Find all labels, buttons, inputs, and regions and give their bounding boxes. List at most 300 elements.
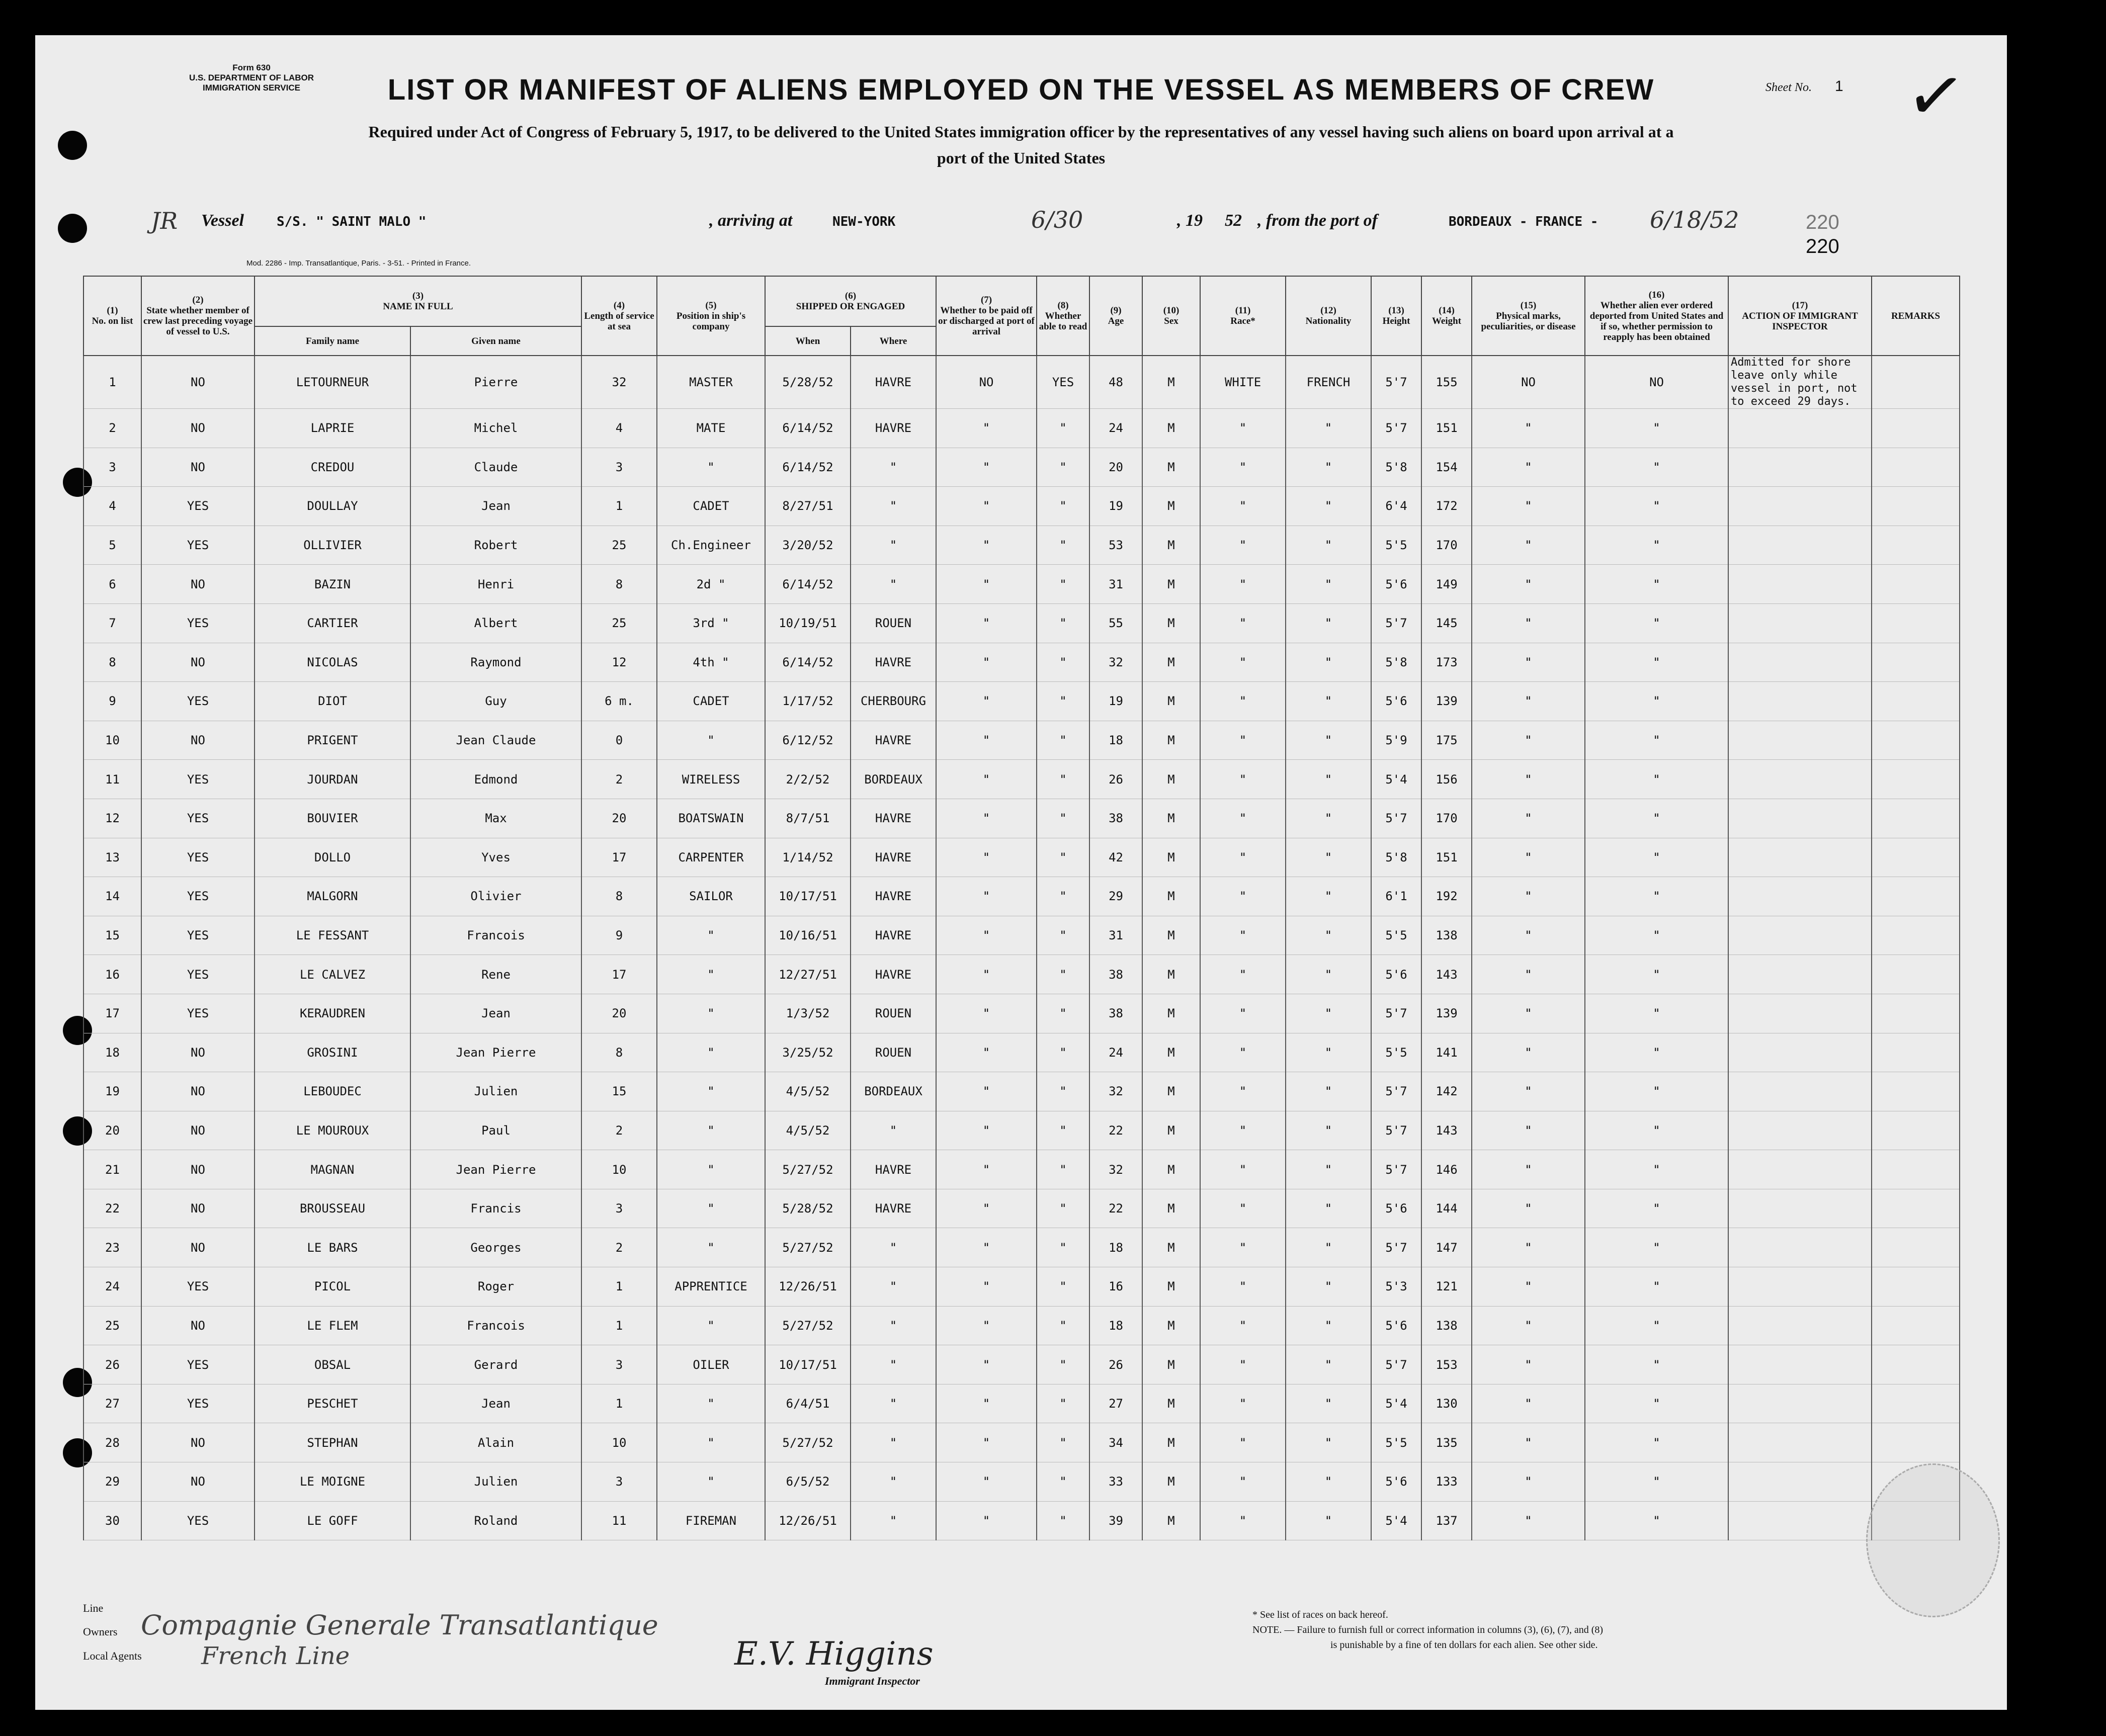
table-row bbox=[83, 955, 1960, 994]
age-cell: 24 bbox=[1089, 409, 1142, 448]
height-cell: 5'3 bbox=[1371, 1267, 1421, 1307]
row-number-cell: 3 bbox=[83, 448, 141, 487]
family-name-cell: OBSAL bbox=[255, 1345, 410, 1384]
race-cell: " bbox=[1200, 1150, 1286, 1189]
length-of-service-cell: 12 bbox=[581, 643, 657, 682]
age-cell: 53 bbox=[1089, 526, 1142, 565]
race-cell: " bbox=[1200, 409, 1286, 448]
given-name-cell: Paul bbox=[410, 1111, 581, 1150]
sex-cell: M bbox=[1142, 603, 1200, 643]
physical-marks-cell: " bbox=[1472, 1228, 1585, 1267]
race-cell: " bbox=[1200, 526, 1286, 565]
physical-marks-cell: " bbox=[1472, 1150, 1585, 1189]
position-cell: OILER bbox=[657, 1345, 765, 1384]
remarks-cell bbox=[1872, 1228, 1960, 1267]
shipped-when-cell: 5/27/52 bbox=[765, 1423, 851, 1462]
subtitle-line-1: Required under Act of Congress of February 5, 1917, to be delivered to the United States immigration officer by the representatives of any vessel having such aliens on board upon arrival at a bbox=[368, 123, 1674, 141]
inspector-action-cell bbox=[1728, 526, 1872, 565]
paid-off-cell: " bbox=[936, 916, 1037, 955]
race-cell: " bbox=[1200, 877, 1286, 916]
weight-cell: 146 bbox=[1421, 1150, 1472, 1189]
given-name-cell: Henri bbox=[410, 565, 581, 604]
paid-off-cell: " bbox=[936, 721, 1037, 760]
race-cell: " bbox=[1200, 1267, 1286, 1307]
row-number-cell: 23 bbox=[83, 1228, 141, 1267]
height-cell: 5'8 bbox=[1371, 643, 1421, 682]
col-label: Sex bbox=[1164, 316, 1178, 326]
weight-cell: 138 bbox=[1421, 916, 1472, 955]
family-name-cell: NICOLAS bbox=[255, 643, 410, 682]
given-name-cell: Robert bbox=[410, 526, 581, 565]
nationality-cell: " bbox=[1286, 409, 1371, 448]
race-cell: " bbox=[1200, 955, 1286, 994]
remarks-cell bbox=[1872, 721, 1960, 760]
weight-cell: 173 bbox=[1421, 643, 1472, 682]
length-of-service-cell: 3 bbox=[581, 1345, 657, 1384]
remarks-cell bbox=[1872, 1072, 1960, 1111]
col-label: State whether member of crew last preceding voyage of vessel to U.S. bbox=[143, 305, 253, 337]
arrival-date: 6/30 bbox=[1031, 206, 1083, 233]
shipped-when-cell: 6/14/52 bbox=[765, 643, 851, 682]
able-to-read-cell: " bbox=[1037, 643, 1089, 682]
height-cell: 5'8 bbox=[1371, 448, 1421, 487]
previous-voyage-cell: NO bbox=[141, 1462, 255, 1502]
paid-off-cell: " bbox=[936, 838, 1037, 877]
family-name-cell: LE MOUROUX bbox=[255, 1111, 410, 1150]
paid-off-cell: NO bbox=[936, 356, 1037, 409]
physical-marks-cell: " bbox=[1472, 721, 1585, 760]
previous-voyage-cell: YES bbox=[141, 838, 255, 877]
given-name-cell: Roger bbox=[410, 1267, 581, 1307]
header-sex bbox=[1142, 276, 1200, 356]
nationality-cell: " bbox=[1286, 643, 1371, 682]
table-row bbox=[83, 565, 1960, 604]
physical-marks-cell: " bbox=[1472, 409, 1585, 448]
nationality-cell: " bbox=[1286, 877, 1371, 916]
header-able-to-read bbox=[1037, 276, 1089, 356]
col-label: Whether able to read bbox=[1039, 310, 1087, 332]
paid-off-cell: " bbox=[936, 1267, 1037, 1307]
header-shipped-where: Where bbox=[851, 326, 936, 356]
shipped-when-cell: 12/27/51 bbox=[765, 955, 851, 994]
header-shipped-or-engaged bbox=[765, 276, 936, 326]
previous-voyage-cell: NO bbox=[141, 1033, 255, 1072]
family-name-cell: STEPHAN bbox=[255, 1423, 410, 1462]
given-name-cell: Edmond bbox=[410, 760, 581, 799]
age-cell: 31 bbox=[1089, 565, 1142, 604]
header-weight bbox=[1421, 276, 1472, 356]
nationality-cell: " bbox=[1286, 721, 1371, 760]
length-of-service-cell: 1 bbox=[581, 1267, 657, 1307]
age-cell: 38 bbox=[1089, 955, 1142, 994]
shipped-where-cell: BORDEAUX bbox=[851, 1072, 936, 1111]
deported-cell: " bbox=[1585, 1111, 1728, 1150]
sex-cell: M bbox=[1142, 760, 1200, 799]
inspector-action-cell bbox=[1728, 1150, 1872, 1189]
remarks-cell bbox=[1872, 1384, 1960, 1423]
physical-marks-cell: " bbox=[1472, 643, 1585, 682]
previous-voyage-cell: YES bbox=[141, 877, 255, 916]
shipped-where-cell: HAVRE bbox=[851, 799, 936, 838]
row-number-cell: 6 bbox=[83, 565, 141, 604]
table-row bbox=[83, 877, 1960, 916]
given-name-cell: Pierre bbox=[410, 356, 581, 409]
weight-cell: 139 bbox=[1421, 994, 1472, 1033]
age-cell: 38 bbox=[1089, 799, 1142, 838]
col-number: (14) bbox=[1439, 305, 1455, 316]
previous-voyage-cell: YES bbox=[141, 916, 255, 955]
inspector-action-cell bbox=[1728, 1189, 1872, 1228]
shipped-when-cell: 10/16/51 bbox=[765, 916, 851, 955]
deported-cell: " bbox=[1585, 1501, 1728, 1540]
weight-cell: 149 bbox=[1421, 565, 1472, 604]
header-length-of-service bbox=[581, 276, 657, 356]
position-cell: 2d " bbox=[657, 565, 765, 604]
race-cell: " bbox=[1200, 1228, 1286, 1267]
table-row bbox=[83, 1345, 1960, 1384]
inspector-action-cell: Admitted for shore leave only while vessel in port, not to exceed 29 days. bbox=[1728, 356, 1872, 409]
shipped-where-cell: HAVRE bbox=[851, 409, 936, 448]
col-number: (4) bbox=[613, 300, 625, 311]
physical-marks-cell: " bbox=[1472, 565, 1585, 604]
manifest-sheet bbox=[35, 35, 2007, 1710]
able-to-read-cell: " bbox=[1037, 1228, 1089, 1267]
race-cell: " bbox=[1200, 1072, 1286, 1111]
col-label: Position in ship's company bbox=[676, 310, 746, 332]
weight-cell: 172 bbox=[1421, 487, 1472, 526]
given-name-cell: Jean Claude bbox=[410, 721, 581, 760]
previous-voyage-cell: YES bbox=[141, 1384, 255, 1423]
sex-cell: M bbox=[1142, 877, 1200, 916]
col-label: Whether alien ever ordered deported from United States and if so, whether permission to reapply has been obtained bbox=[1589, 300, 1724, 342]
length-of-service-cell: 0 bbox=[581, 721, 657, 760]
row-number-cell: 26 bbox=[83, 1345, 141, 1384]
paid-off-cell: " bbox=[936, 643, 1037, 682]
col-number: (8) bbox=[1057, 300, 1069, 311]
age-cell: 22 bbox=[1089, 1189, 1142, 1228]
given-name-cell: Jean bbox=[410, 1384, 581, 1423]
age-cell: 29 bbox=[1089, 877, 1142, 916]
race-cell: " bbox=[1200, 1345, 1286, 1384]
position-cell: " bbox=[657, 916, 765, 955]
remarks-cell bbox=[1872, 916, 1960, 955]
shipped-when-cell: 2/2/52 bbox=[765, 760, 851, 799]
row-number-cell: 18 bbox=[83, 1033, 141, 1072]
shipped-where-cell: HAVRE bbox=[851, 1150, 936, 1189]
previous-voyage-cell: NO bbox=[141, 565, 255, 604]
nationality-cell: " bbox=[1286, 1228, 1371, 1267]
sex-cell: M bbox=[1142, 1345, 1200, 1384]
col-number: (7) bbox=[980, 295, 992, 305]
paid-off-cell: " bbox=[936, 565, 1037, 604]
deported-cell: " bbox=[1585, 682, 1728, 721]
races-note: * See list of races on back hereof. bbox=[1252, 1609, 1388, 1620]
sex-cell: M bbox=[1142, 1033, 1200, 1072]
header-nationality bbox=[1286, 276, 1371, 356]
family-name-cell: LE FLEM bbox=[255, 1306, 410, 1345]
remarks-cell bbox=[1872, 877, 1960, 916]
shipped-when-cell: 5/27/52 bbox=[765, 1228, 851, 1267]
height-cell: 5'7 bbox=[1371, 1111, 1421, 1150]
length-of-service-cell: 17 bbox=[581, 838, 657, 877]
table-row bbox=[83, 643, 1960, 682]
footer-owners-label: Owners bbox=[83, 1625, 118, 1638]
shipped-when-cell: 6/14/52 bbox=[765, 409, 851, 448]
stamp-number: 220 bbox=[1806, 235, 1839, 257]
race-cell: " bbox=[1200, 1423, 1286, 1462]
height-cell: 5'7 bbox=[1371, 1072, 1421, 1111]
deported-cell: " bbox=[1585, 1072, 1728, 1111]
col-label: Physical marks, peculiarities, or disease bbox=[1481, 310, 1576, 332]
table-row bbox=[83, 409, 1960, 448]
position-cell: CARPENTER bbox=[657, 838, 765, 877]
length-of-service-cell: 3 bbox=[581, 1189, 657, 1228]
nationality-cell: " bbox=[1286, 526, 1371, 565]
remarks-cell bbox=[1872, 760, 1960, 799]
age-cell: 19 bbox=[1089, 682, 1142, 721]
previous-voyage-cell: YES bbox=[141, 526, 255, 565]
nationality-cell: " bbox=[1286, 1501, 1371, 1540]
shipped-where-cell: HAVRE bbox=[851, 916, 936, 955]
inspector-action-cell bbox=[1728, 682, 1872, 721]
deported-cell: " bbox=[1585, 1228, 1728, 1267]
shipped-where-cell: " bbox=[851, 1384, 936, 1423]
weight-cell: 156 bbox=[1421, 760, 1472, 799]
inspector-action-cell bbox=[1728, 565, 1872, 604]
family-name-cell: PRIGENT bbox=[255, 721, 410, 760]
length-of-service-cell: 1 bbox=[581, 487, 657, 526]
paid-off-cell: " bbox=[936, 1150, 1037, 1189]
row-number-cell: 24 bbox=[83, 1267, 141, 1307]
document-title: LIST OR MANIFEST OF ALIENS EMPLOYED ON THE VESSEL AS MEMBERS OF CREW bbox=[387, 73, 1655, 106]
able-to-read-cell: " bbox=[1037, 1384, 1089, 1423]
shipped-when-cell: 12/26/51 bbox=[765, 1267, 851, 1307]
able-to-read-cell: " bbox=[1037, 994, 1089, 1033]
shipped-when-cell: 1/3/52 bbox=[765, 994, 851, 1033]
col-number: (3) bbox=[412, 291, 424, 301]
table-row bbox=[83, 1033, 1960, 1072]
able-to-read-cell: " bbox=[1037, 1111, 1089, 1150]
sex-cell: M bbox=[1142, 1423, 1200, 1462]
position-cell: " bbox=[657, 1462, 765, 1502]
race-cell: " bbox=[1200, 1111, 1286, 1150]
weight-cell: 151 bbox=[1421, 838, 1472, 877]
length-of-service-cell: 6 m. bbox=[581, 682, 657, 721]
row-number-cell: 30 bbox=[83, 1501, 141, 1540]
from-port-label: , from the port of bbox=[1257, 211, 1378, 230]
shipped-when-cell: 4/5/52 bbox=[765, 1111, 851, 1150]
paid-off-cell: " bbox=[936, 994, 1037, 1033]
height-cell: 5'9 bbox=[1371, 721, 1421, 760]
paid-off-cell: " bbox=[936, 1345, 1037, 1384]
physical-marks-cell: " bbox=[1472, 877, 1585, 916]
height-cell: 5'4 bbox=[1371, 1501, 1421, 1540]
given-name-cell: Roland bbox=[410, 1501, 581, 1540]
paid-off-cell: " bbox=[936, 526, 1037, 565]
family-name-cell: KERAUDREN bbox=[255, 994, 410, 1033]
length-of-service-cell: 2 bbox=[581, 1228, 657, 1267]
given-name-cell: Jean Pierre bbox=[410, 1150, 581, 1189]
family-name-cell: MALGORN bbox=[255, 877, 410, 916]
position-cell: MASTER bbox=[657, 356, 765, 409]
sex-cell: M bbox=[1142, 565, 1200, 604]
able-to-read-cell: " bbox=[1037, 526, 1089, 565]
vessel-line bbox=[146, 206, 1871, 241]
previous-voyage-cell: YES bbox=[141, 682, 255, 721]
family-name-cell: LEBOUDEC bbox=[255, 1072, 410, 1111]
shipped-where-cell: ROUEN bbox=[851, 1033, 936, 1072]
family-name-cell: OLLIVIER bbox=[255, 526, 410, 565]
length-of-service-cell: 20 bbox=[581, 799, 657, 838]
col-number: (9) bbox=[1110, 305, 1122, 316]
position-cell: MATE bbox=[657, 409, 765, 448]
sex-cell: M bbox=[1142, 448, 1200, 487]
position-cell: SAILOR bbox=[657, 877, 765, 916]
age-cell: 34 bbox=[1089, 1423, 1142, 1462]
shipped-when-cell: 1/14/52 bbox=[765, 838, 851, 877]
punch-hole bbox=[58, 131, 87, 160]
remarks-cell bbox=[1872, 1111, 1960, 1150]
header-height bbox=[1371, 276, 1421, 356]
physical-marks-cell: " bbox=[1472, 994, 1585, 1033]
height-cell: 6'4 bbox=[1371, 487, 1421, 526]
height-cell: 5'4 bbox=[1371, 760, 1421, 799]
weight-cell: 153 bbox=[1421, 1345, 1472, 1384]
previous-voyage-cell: NO bbox=[141, 643, 255, 682]
physical-marks-cell: " bbox=[1472, 916, 1585, 955]
paid-off-cell: " bbox=[936, 682, 1037, 721]
previous-voyage-cell: YES bbox=[141, 603, 255, 643]
length-of-service-cell: 20 bbox=[581, 994, 657, 1033]
row-number-cell: 19 bbox=[83, 1072, 141, 1111]
shipped-when-cell: 6/5/52 bbox=[765, 1462, 851, 1502]
sheet-number bbox=[1765, 78, 1843, 95]
remarks-cell bbox=[1872, 682, 1960, 721]
race-cell: " bbox=[1200, 1306, 1286, 1345]
shipped-where-cell: ROUEN bbox=[851, 603, 936, 643]
row-number-cell: 14 bbox=[83, 877, 141, 916]
deported-cell: " bbox=[1585, 721, 1728, 760]
sheet-value: 1 bbox=[1834, 78, 1843, 95]
col-number: (5) bbox=[705, 300, 717, 311]
deported-cell: " bbox=[1585, 1033, 1728, 1072]
table-row bbox=[83, 1150, 1960, 1189]
inspector-action-cell bbox=[1728, 1033, 1872, 1072]
physical-marks-cell: " bbox=[1472, 1189, 1585, 1228]
able-to-read-cell: " bbox=[1037, 487, 1089, 526]
sex-cell: M bbox=[1142, 721, 1200, 760]
inspector-signature: E.V. Higgins bbox=[734, 1635, 934, 1673]
previous-voyage-cell: NO bbox=[141, 356, 255, 409]
position-cell: CADET bbox=[657, 682, 765, 721]
sex-cell: M bbox=[1142, 356, 1200, 409]
previous-voyage-cell: NO bbox=[141, 1189, 255, 1228]
given-name-cell: Jean bbox=[410, 487, 581, 526]
weight-cell: 143 bbox=[1421, 955, 1472, 994]
position-cell: " bbox=[657, 1384, 765, 1423]
shipped-when-cell: 10/19/51 bbox=[765, 603, 851, 643]
header-shipped-when: When bbox=[765, 326, 851, 356]
paid-off-cell: " bbox=[936, 1033, 1037, 1072]
physical-marks-cell: " bbox=[1472, 1072, 1585, 1111]
able-to-read-cell: " bbox=[1037, 838, 1089, 877]
age-cell: 18 bbox=[1089, 1228, 1142, 1267]
previous-voyage-cell: NO bbox=[141, 1072, 255, 1111]
row-number-cell: 2 bbox=[83, 409, 141, 448]
able-to-read-cell: " bbox=[1037, 1267, 1089, 1307]
family-name-cell: LAPRIE bbox=[255, 409, 410, 448]
race-cell: " bbox=[1200, 799, 1286, 838]
sex-cell: M bbox=[1142, 409, 1200, 448]
remarks-cell bbox=[1872, 955, 1960, 994]
inspector-action-cell bbox=[1728, 877, 1872, 916]
given-name-cell: Francis bbox=[410, 1189, 581, 1228]
sex-cell: M bbox=[1142, 994, 1200, 1033]
previous-voyage-cell: NO bbox=[141, 1423, 255, 1462]
age-cell: 32 bbox=[1089, 643, 1142, 682]
inspector-action-cell bbox=[1728, 409, 1872, 448]
age-cell: 42 bbox=[1089, 838, 1142, 877]
given-name-cell: Alain bbox=[410, 1423, 581, 1462]
remarks-cell bbox=[1872, 838, 1960, 877]
previous-voyage-cell: YES bbox=[141, 1267, 255, 1307]
arriving-port: NEW-YORK bbox=[832, 214, 896, 229]
family-name-cell: PICOL bbox=[255, 1267, 410, 1307]
shipped-when-cell: 5/27/52 bbox=[765, 1306, 851, 1345]
age-cell: 16 bbox=[1089, 1267, 1142, 1307]
nationality-cell: FRENCH bbox=[1286, 356, 1371, 409]
col-number: (17) bbox=[1792, 300, 1808, 311]
sex-cell: M bbox=[1142, 955, 1200, 994]
age-cell: 48 bbox=[1089, 356, 1142, 409]
given-name-cell: Jean bbox=[410, 994, 581, 1033]
position-cell: " bbox=[657, 1150, 765, 1189]
height-cell: 5'5 bbox=[1371, 916, 1421, 955]
deported-cell: " bbox=[1585, 1384, 1728, 1423]
paid-off-cell: " bbox=[936, 1423, 1037, 1462]
age-cell: 24 bbox=[1089, 1033, 1142, 1072]
deported-cell: " bbox=[1585, 526, 1728, 565]
position-cell: CADET bbox=[657, 487, 765, 526]
weight-cell: 142 bbox=[1421, 1072, 1472, 1111]
weight-cell: 130 bbox=[1421, 1384, 1472, 1423]
length-of-service-cell: 10 bbox=[581, 1423, 657, 1462]
deported-cell: " bbox=[1585, 1189, 1728, 1228]
inspector-action-cell bbox=[1728, 1111, 1872, 1150]
height-cell: 5'6 bbox=[1371, 565, 1421, 604]
physical-marks-cell: " bbox=[1472, 526, 1585, 565]
family-name-cell: LE MOIGNE bbox=[255, 1462, 410, 1502]
table-row bbox=[83, 1267, 1960, 1307]
age-cell: 55 bbox=[1089, 603, 1142, 643]
able-to-read-cell: " bbox=[1037, 1306, 1089, 1345]
physical-marks-cell: " bbox=[1472, 799, 1585, 838]
height-cell: 5'5 bbox=[1371, 526, 1421, 565]
deported-cell: " bbox=[1585, 409, 1728, 448]
inspector-action-cell bbox=[1728, 1384, 1872, 1423]
given-name-cell: Max bbox=[410, 799, 581, 838]
position-cell: " bbox=[657, 1111, 765, 1150]
nationality-cell: " bbox=[1286, 916, 1371, 955]
age-cell: 18 bbox=[1089, 721, 1142, 760]
able-to-read-cell: YES bbox=[1037, 356, 1089, 409]
shipped-where-cell: HAVRE bbox=[851, 643, 936, 682]
sex-cell: M bbox=[1142, 1228, 1200, 1267]
header-previous-voyage bbox=[141, 276, 255, 356]
table-row bbox=[83, 356, 1960, 409]
header-physical-marks bbox=[1472, 276, 1585, 356]
sex-cell: M bbox=[1142, 487, 1200, 526]
